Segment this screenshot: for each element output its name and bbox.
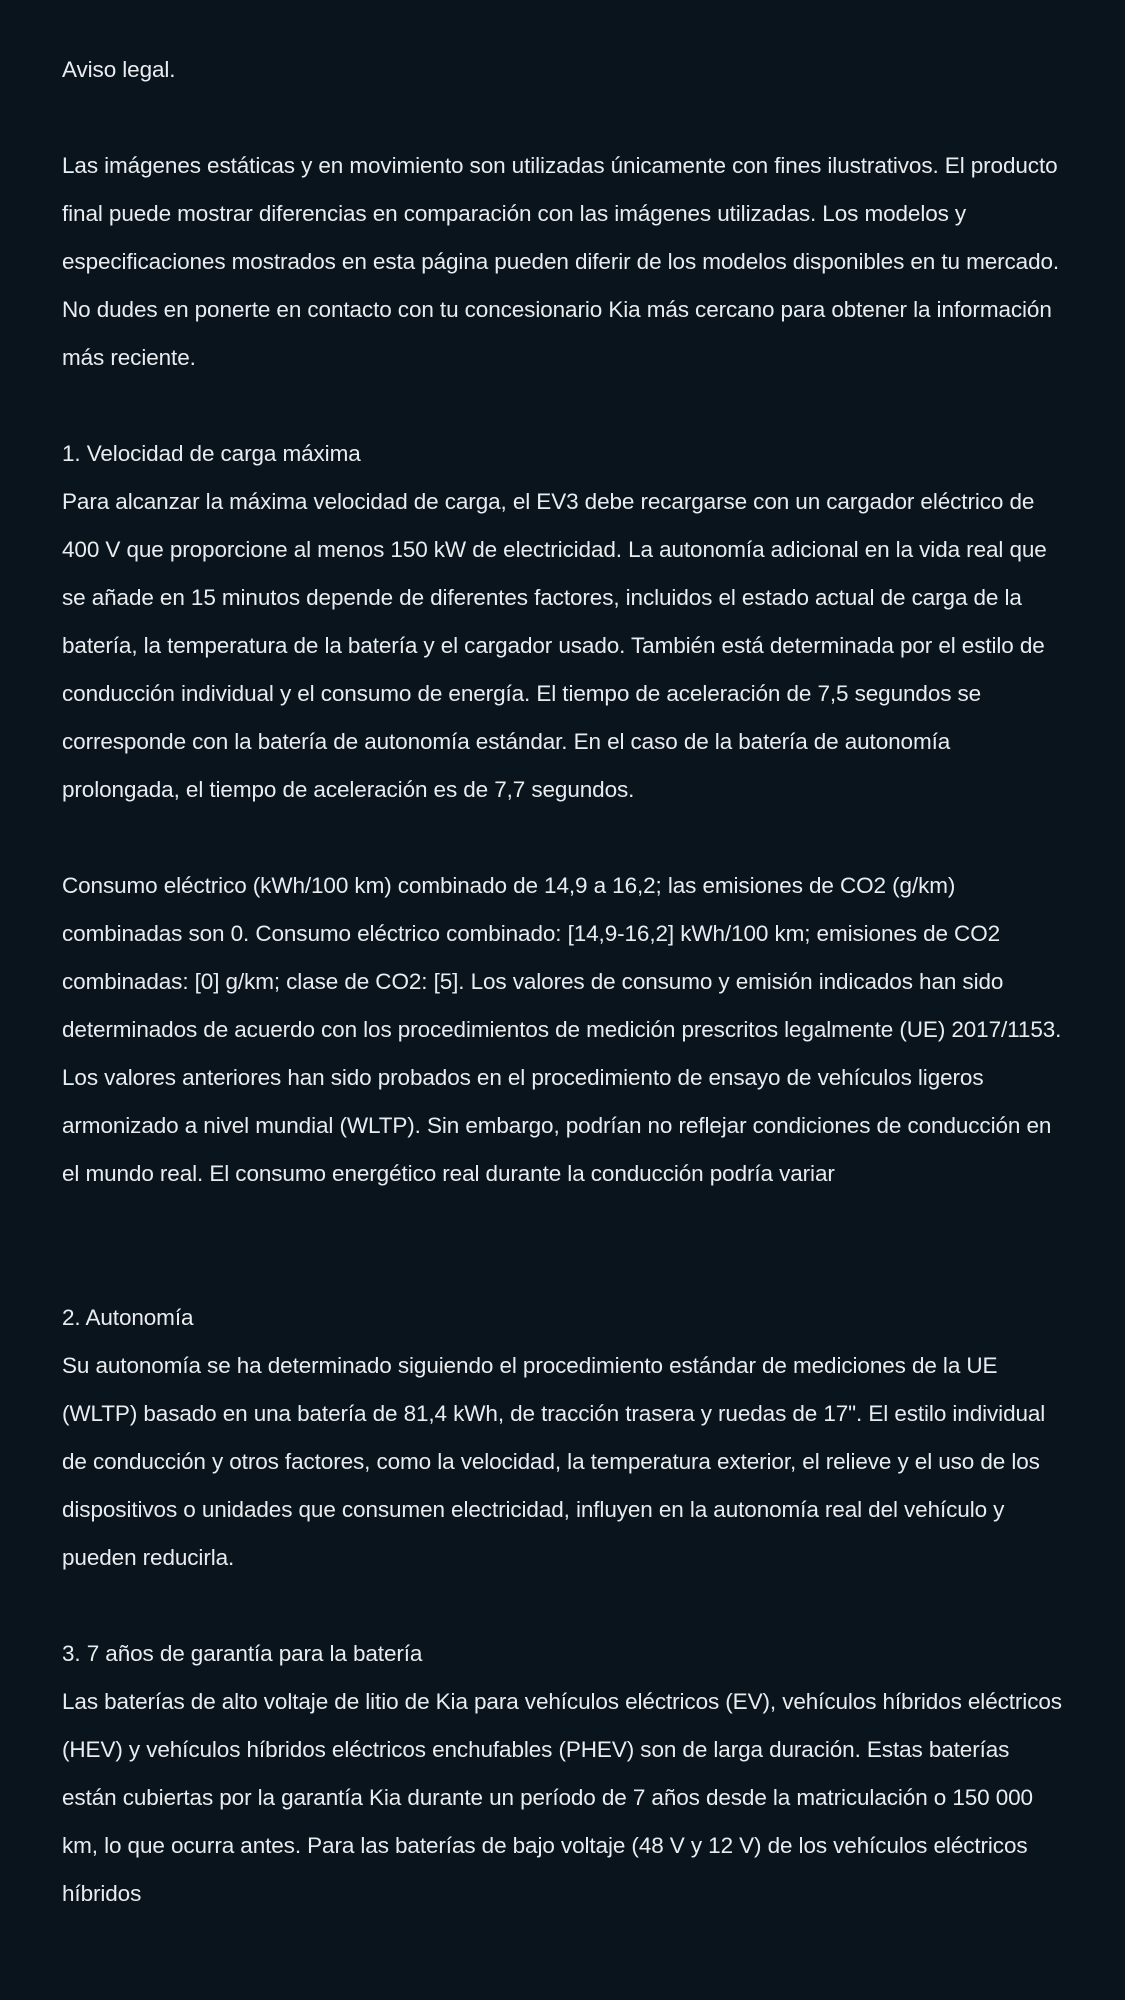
disclaimer-intro: Las imágenes estáticas y en movimiento son utilizadas únicamente con fines ilustrativos. El producto final puede mostrar diferencias en comparación con las imágenes utilizadas. Los modelos y especificaciones mostrados en esta página pueden diferir de los modelos disponibles en tu mercado. No dudes en ponerte en contacto con tu concesionario Kia más cercano para obtener la información más reciente. [62, 153, 1060, 370]
disclaimer-title: Aviso legal. [62, 57, 176, 82]
note-1-consumption: Consumo eléctrico (kWh/100 km) combinado de 14,9 a 16,2; las emisiones de CO2 (g/km) combinadas son 0. Consumo eléctrico combinado: [14,9-16,2] kWh/100 km; emisiones de CO2 combinadas: [0] g/km; clase de CO2: [5]. Los valores de consumo y emisión indicados han sido determinados de acuerdo con los procedimientos de medición prescritos legalmente (UE) 2017/1153. Los valores anteriores han sido probados en el procedimiento de ensayo de vehículos ligeros armonizado a nivel mundial (WLTP). Sin embargo, podrían no reflejar condiciones de conducción en el mundo real. El consumo energético real durante la conducción podría variar [62, 873, 1062, 1186]
spacer [62, 382, 1063, 430]
spacer [62, 1198, 1063, 1294]
note-3-body: Las baterías de alto voltaje de litio de Kia para vehículos eléctricos (EV), vehículos híbridos eléctricos (HEV) y vehículos híbridos eléctricos enchufables (PHEV) son de larga duración. Estas baterías están cubiertas por la garantía Kia durante un período de 7 años desde la matriculación o 150 000 km, lo que ocurra antes. Para las baterías de bajo voltaje (48 V y 12 V) de los vehículos eléctricos híbridos [62, 1689, 1062, 1906]
note-2-heading: 2. Autonomía [62, 1305, 194, 1330]
note-1-body: Para alcanzar la máxima velocidad de carga, el EV3 debe recargarse con un cargador eléctrico de 400 V que proporcione al menos 150 kW de electricidad. La autonomía adicional en la vida real que se añade en 15 minutos depende de diferentes factores, incluidos el estado actual de carga de la batería, la temperatura de la batería y el cargador usado. También está determinada por el estilo de conducción individual y el consumo de energía. El tiempo de aceleración de 7,5 segundos se corresponde con la batería de autonomía estándar. En el caso de la batería de autonomía prolongada, el tiempo de aceleración es de 7,7 segundos. [62, 489, 1047, 802]
note-1-heading: 1. Velocidad de carga máxima [62, 441, 361, 466]
spacer [62, 1582, 1063, 1630]
note-2-body: Su autonomía se ha determinado siguiendo el procedimiento estándar de mediciones de la UE (WLTP) basado en una batería de 81,4 kWh, de tracción trasera y ruedas de 17". El estilo individual de conducción y otros factores, como la velocidad, la temperatura exterior, el relieve y el uso de los dispositivos o unidades que consumen electricidad, influyen en la autonomía real del vehículo y pueden reducirla. [62, 1353, 1046, 1570]
spacer [62, 94, 1063, 142]
spacer [62, 814, 1063, 862]
note-3-heading: 3. 7 años de garantía para la batería [62, 1641, 423, 1666]
legal-disclaimer [62, 46, 1063, 1918]
